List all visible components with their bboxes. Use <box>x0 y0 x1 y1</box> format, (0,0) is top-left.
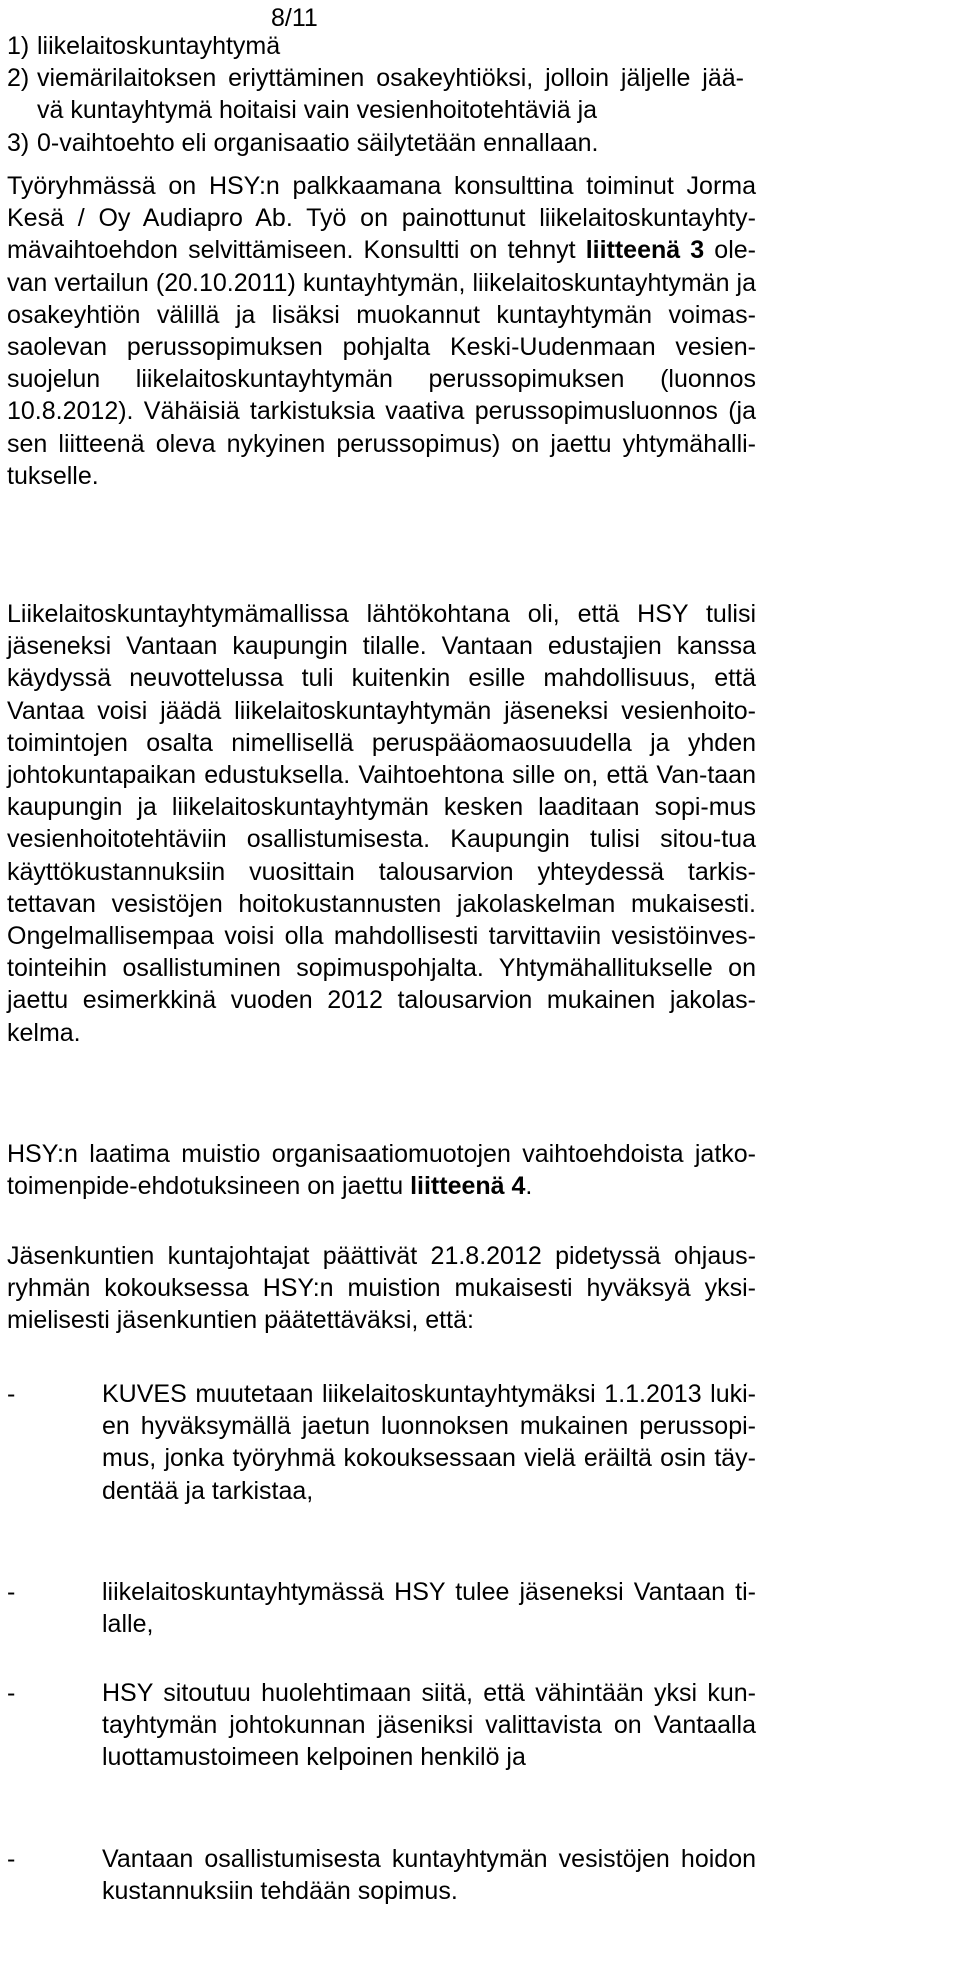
attachment-ref: liitteenä 4 <box>410 1172 526 1201</box>
list-item <box>7 30 956 62</box>
list-item-text: KUVES muutetaan liikelaitoskuntayhtymäksi 1.1.2013 luki-en hyväksymällä jaetun luonnoksen mukainen perussopi-mus, jonka työryhmä kokouksessaan vielä eräiltä osin täy-dentää ja tarkistaa, <box>102 1380 756 1505</box>
page-number: 8/11 <box>271 4 318 32</box>
dash-bullet: - <box>7 1845 16 1873</box>
paragraph-text: HSY:n laatima muistio organisaatiomuotojen vaihtoehdoista jatko-toimenpide-ehdotuksineen on jaettu <box>7 1140 756 1201</box>
dash-bullet: - <box>7 1380 16 1408</box>
list-item-text: liikelaitoskuntayhtymä <box>37 32 281 60</box>
list-item-text: Vantaan osallistumisesta kuntayhtymän vesistöjen hoidon kustannuksiin tehdään sopimus. <box>102 1845 756 1906</box>
list-item-text: HSY sitoutuu huolehtimaan siitä, että vähintään yksi kun-tayhtymän johtokunnan jäseniksi valittavista on Vantaalla luottamustoimeen kelpoinen henkilö ja <box>102 1679 756 1772</box>
list-item <box>7 62 744 126</box>
paragraph-text: . <box>525 1172 533 1201</box>
paragraph-text: Jäsenkuntien kuntajohtajat päättivät 21.8.2012 pidetyssä ohjaus-ryhmän kokouksessa HSY:n muistion mukaisesti hyväksyä yksi-mielisesti jäsenkuntien päätettäväksi, että: <box>7 1242 756 1335</box>
paragraph-consultant <box>7 170 756 492</box>
list-item-text: 0-vaihtoehto eli organisaatio säilytetään ennallaan. <box>37 128 599 157</box>
list-item-number: 2) <box>7 64 30 93</box>
paragraph-model <box>7 598 756 1049</box>
list-item-text: liikelaitoskuntayhtymässä HSY tulee jäseneksi Vantaan ti-lalle, <box>102 1578 756 1639</box>
dash-bullet: - <box>7 1679 16 1707</box>
list-item-text: viemärilaitoksen eriyttäminen osakeyhtiöksi, jolloin jäljelle jää-vä kuntayhtymä hoitaisi vain vesienhoitotehtäviä ja <box>37 64 744 125</box>
list-item-number: 1) <box>7 32 30 60</box>
paragraph-text: ole-van vertailun (20.10.2011) kuntayhtymän, liikelaitoskuntayhtymän ja osakeyhtiön välillä ja lisäksi muokannut kuntayhtymän voimas-saolevan perussopimuksen pohjalta Keski-Uudenmaan vesien-suojelun liikelaitoskuntayhtymän perussopimuksen (luonnos 10.8.2012). Vähäisiä tarkistuksia vaativa perussopimusluonnos (ja sen liitteenä oleva nykyinen perussopimus) on jaettu yhtymähalli-tukselle. <box>7 236 756 490</box>
list-item <box>7 1677 756 1774</box>
list-item <box>7 1843 756 1907</box>
list-item <box>7 1576 756 1640</box>
list-item-number: 3) <box>7 128 30 157</box>
list-item <box>7 127 956 159</box>
attachment-ref: liitteenä 3 <box>585 236 705 265</box>
paragraph-text: Työryhmässä on HSY:n palkkaamana konsulttina toiminut Jorma Kesä / Oy Audiapro Ab. Työ on painottunut liikelaitoskuntayhty-mävaihtoehdon selvittämiseen. Konsultti on tehnyt <box>7 172 756 265</box>
options-list <box>7 30 956 159</box>
paragraph-decision <box>7 1240 756 1337</box>
paragraph-memo <box>7 1138 756 1202</box>
dash-bullet: - <box>7 1578 16 1606</box>
list-item <box>7 1378 756 1507</box>
paragraph-text: Liikelaitoskuntayhtymämallissa lähtökohtana oli, että HSY tulisi jäseneksi Vantaan kaupungin tilalle. Vantaan edustajien kanssa käydyssä neuvottelussa tuli kuitenkin esille mahdollisuus, että Vantaa voisi jäädä liikelaitoskuntayhtymän jäseneksi vesienhoito-toimintojen osalta nimellisellä peruspääomaosuudella ja yhden johtokuntapaikan edustuksella. Vaihtoehtona sille on, että Van-taan kaupungin ja liikelaitoskuntayhtymän kesken laaditaan sopi-mus vesienhoitotehtäviin osallistumisesta. Kaupungin tulisi sitou-tua käyttökustannuksiin vuosittain talousarvion yhteydessä tarkis-tettavan vesistöjen hoitokustannusten jakolaskelman mukaisesti. Ongelmallisempaa voisi olla mahdollisesti tarvittaviin vesistöinves-tointeihin osallistuminen sopimuspohjalta. Yhtymähallitukselle on jaettu esimerkkinä vuoden 2012 talousarvion mukainen jakolas-kelma. <box>7 600 756 1047</box>
